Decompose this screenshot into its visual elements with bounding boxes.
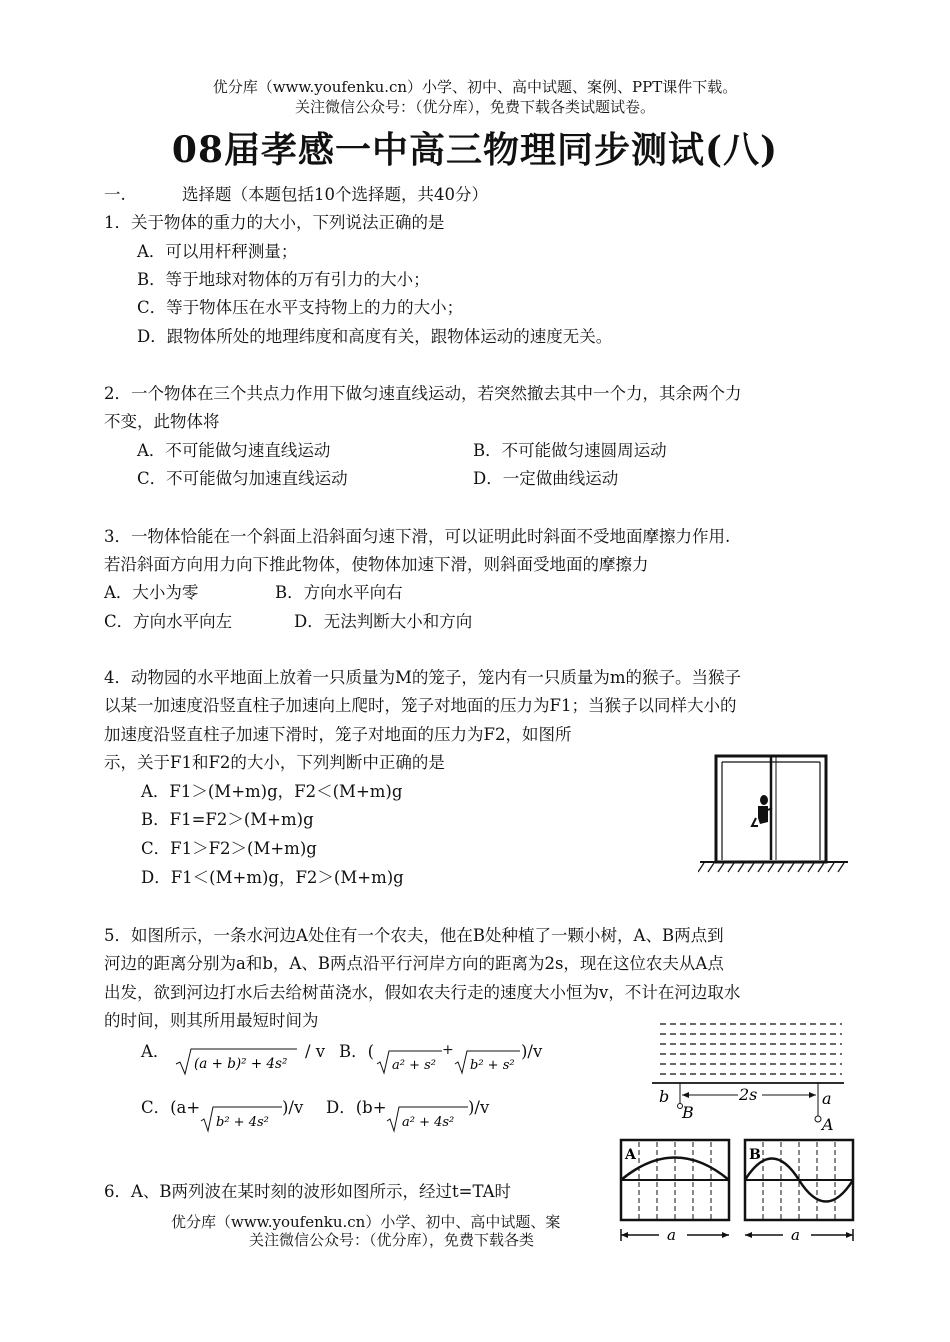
q2-option-a: A．不可能做匀速直线运动 <box>137 441 331 460</box>
q5-option-c-label: C．(a+ <box>141 1098 201 1117</box>
q5-option-a-tail: / v <box>305 1042 326 1061</box>
q5-option-a-label: A． <box>141 1042 170 1061</box>
monkey-icon <box>752 795 772 826</box>
q5-option-c-radical <box>199 1105 283 1133</box>
q2-option-d: D．一定做曲线运动 <box>473 469 619 488</box>
q4-stem-3: 加速度沿竖直柱子加速下滑时，笼子对地面的压力为F2，如图所 <box>104 725 572 744</box>
q5-option-b-tail: )/v <box>521 1042 543 1061</box>
q4-stem-1: 4．动物园的水平地面上放着一只质量为M的笼子，笼内有一只质量为m的猴子。当猴子 <box>104 668 742 687</box>
q2-option-c: C．不可能做匀加速直线运动 <box>137 469 348 488</box>
q5-option-c-tail: )/v <box>282 1098 304 1117</box>
q2-option-b: B．不可能做匀速圆周运动 <box>473 441 667 460</box>
wave-b-panel <box>745 1140 853 1220</box>
q5-option-b-label: B．( <box>339 1042 375 1061</box>
q4-cage-figure <box>698 748 850 878</box>
q2-stem-2: 不变，此物体将 <box>104 412 220 431</box>
q6-wave-label-a: A <box>625 1147 636 1163</box>
q5-fig-label-B: B <box>682 1103 694 1122</box>
section-label: 选择题（本题包括10个选择题，共40分） <box>182 185 488 204</box>
q5-stem-2: 河边的距离分别为a和b，A、B两点沿平行河岸方向的距离为2s，现在这位农夫从A点 <box>104 954 724 973</box>
q5-option-b-expr-1: a² + s² <box>392 1058 437 1073</box>
q5-stem-3: 出发，欲到河边打水后去给树苗浇水，假如农夫行走的速度大小恒为v，不计在河边取水 <box>104 983 741 1002</box>
q5-fig-label-A: A <box>822 1115 834 1134</box>
q5-fig-label-a: a <box>822 1089 832 1108</box>
q5-option-a-radical <box>174 1046 298 1076</box>
q5-option-b-radical-1 <box>375 1049 443 1075</box>
wave-b-dimension <box>745 1226 853 1244</box>
section-number: 一. <box>104 185 126 204</box>
q4-option-b: B．F1=F2＞(M+m)g <box>141 810 314 829</box>
q3-option-d: D．无法判断大小和方向 <box>294 612 473 631</box>
q5-option-d-label: D．(b+ <box>326 1098 387 1117</box>
q5-option-d-tail: )/v <box>468 1098 490 1117</box>
q2-stem-1: 2．一个物体在三个共点力作用下做匀速直线运动，若突然撤去其中一个力，其余两个力 <box>104 384 742 403</box>
footer-line-2: 关注微信公众号：（优分库），免费下载各类 <box>249 1231 535 1249</box>
q4-option-d: D．F1＜(M+m)g，F2＞(M+m)g <box>141 868 404 887</box>
q5-option-b-plus: + <box>442 1042 454 1058</box>
q3-option-c: C．方向水平向左 <box>104 612 233 631</box>
q4-stem-4: 示，关于F1和F2的大小，下列判断中正确的是 <box>104 753 445 772</box>
q1-option-b: B．等于地球对物体的万有引力的大小； <box>137 270 430 289</box>
footer-line-1: 优分库（www.youfenku.cn）小学、初中、高中试题、案 <box>171 1213 561 1231</box>
q3-option-a: A．大小为零 <box>104 583 199 602</box>
q4-option-a: A．F1＞(M+m)g，F2＜(M+m)g <box>141 782 403 801</box>
q6-waves-figure <box>617 1137 857 1251</box>
q6-stem: 6．A、B两列波在某时刻的波形如图所示，经过t=TA时 <box>104 1182 512 1201</box>
q5-option-d-radical <box>385 1105 469 1133</box>
q5-fig-label-2s: 2s <box>739 1085 758 1104</box>
q3-stem-2: 若沿斜面方向用力向下推此物体，使物体加速下滑，则斜面受地面的摩擦力 <box>104 555 649 574</box>
q5-stem-4: 的时间，则其所用最短时间为 <box>104 1011 319 1030</box>
q1-option-d: D．跟物体所处的地理纬度和高度有关，跟物体运动的速度无关。 <box>137 327 613 346</box>
q5-option-c-expr: b² + 4s² <box>216 1115 269 1130</box>
q5-stem-1: 5．如图所示，一条水河边A处住有一个农夫，他在B处种植了一颗小树，A、B两点到 <box>104 926 724 945</box>
q5-option-b-radical-2 <box>453 1049 521 1075</box>
q6-dim-label-2: a <box>791 1226 800 1244</box>
q6-dim-label-1: a <box>667 1226 676 1244</box>
wave-a-panel <box>621 1140 729 1220</box>
page-title: 08届孝感一中高三物理同步测试(八) <box>171 129 779 171</box>
q5-option-a-expr: (a + b)² + 4s² <box>194 1056 288 1072</box>
q5-option-d-expr: a² + 4s² <box>402 1115 455 1130</box>
q3-stem-1: 3．一物体恰能在一个斜面上沿斜面匀速下滑，可以证明此时斜面不受地面摩擦力作用. <box>104 527 731 546</box>
wave-a-dimension <box>621 1226 729 1244</box>
q5-river-figure <box>652 1018 844 1134</box>
q4-stem-2: 以某一加速度沿竖直柱子加速向上爬时，笼子对地面的压力为F1；当猴子以同样大小的 <box>104 696 737 715</box>
q4-option-c: C．F1＞F2＞(M+m)g <box>141 839 317 858</box>
q1-option-a: A．可以用杆秤测量； <box>137 242 298 261</box>
q1-stem: 1．关于物体的重力的大小，下列说法正确的是 <box>104 213 445 232</box>
q3-option-b: B．方向水平向右 <box>275 583 403 602</box>
q1-option-c: C．等于物体压在水平支持物上的力的大小； <box>137 298 464 317</box>
q6-wave-label-b: B <box>749 1147 761 1163</box>
header-line-1: 优分库（www.youfenku.cn）小学、初中、高中试题、案例、PPT课件下载。 <box>212 78 738 96</box>
q5-fig-label-b: b <box>659 1087 670 1106</box>
header-line-2: 关注微信公众号：（优分库），免费下载各类试题试卷。 <box>294 98 655 116</box>
q5-option-b-expr-2: b² + s² <box>470 1058 515 1073</box>
